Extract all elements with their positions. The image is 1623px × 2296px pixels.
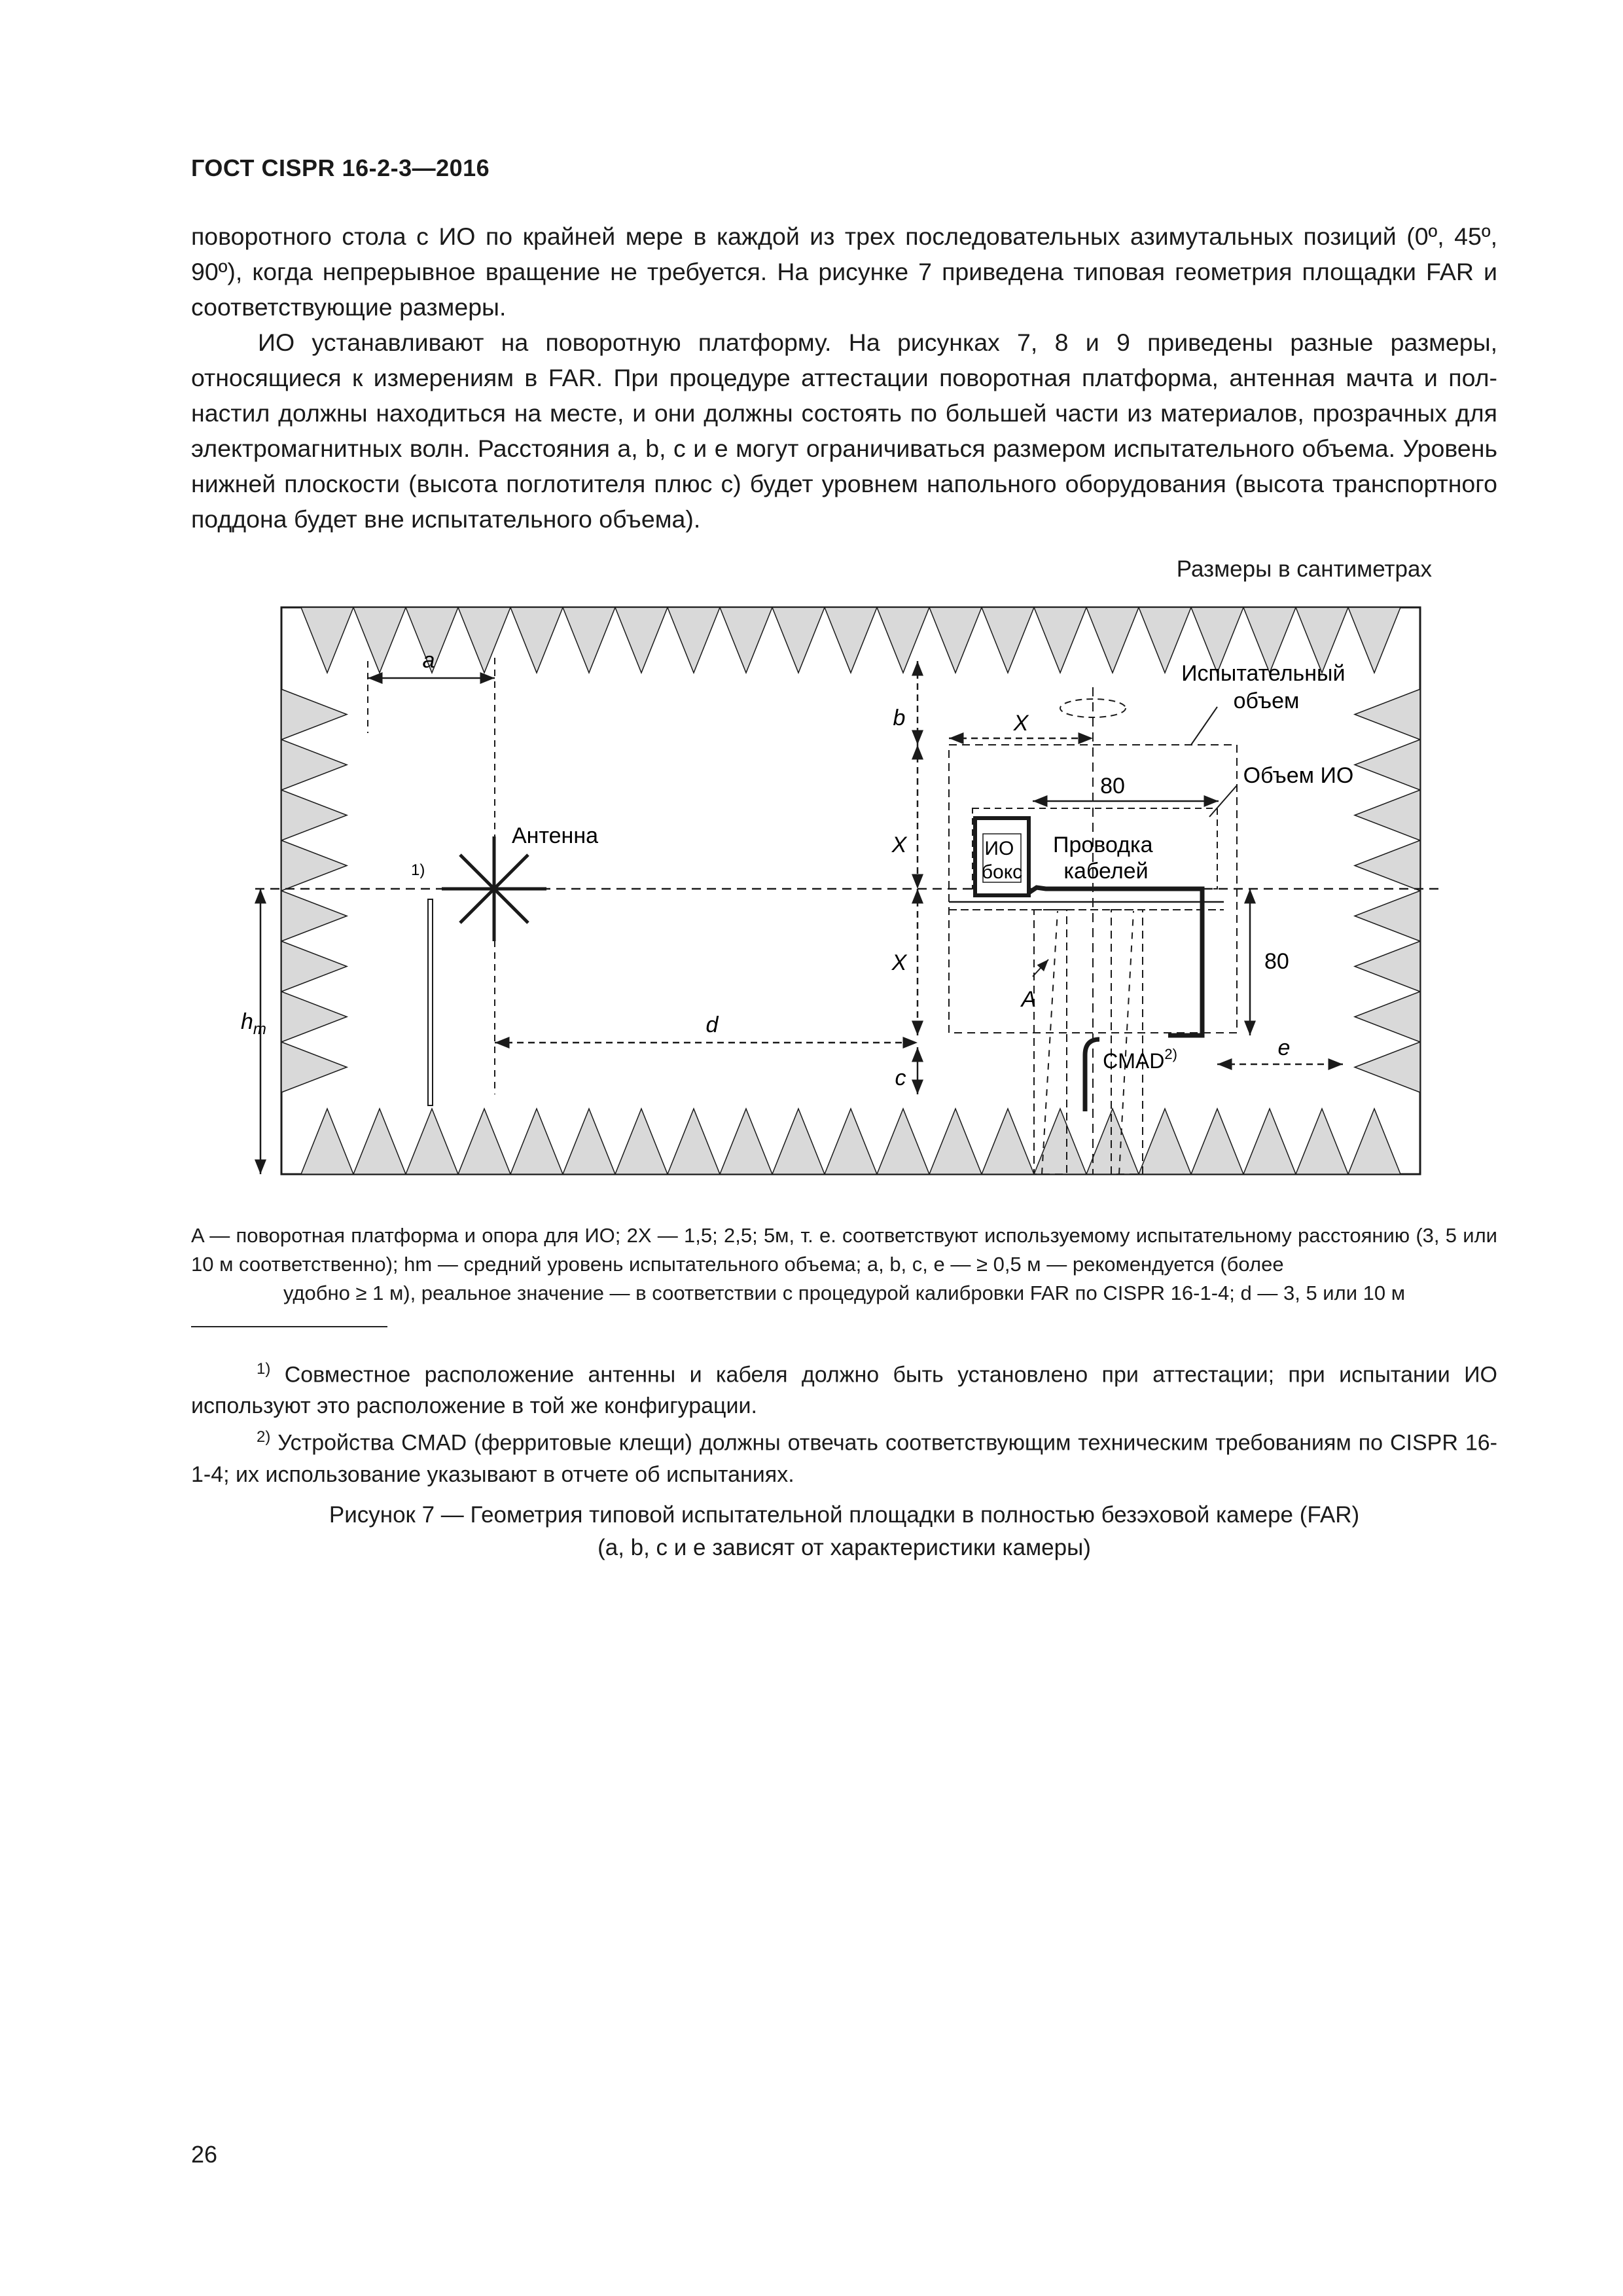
absorber-cone xyxy=(510,1109,563,1174)
footnote-rule xyxy=(191,1326,387,1327)
cabling-label: Проводка кабелей xyxy=(1053,833,1153,884)
absorber-cone xyxy=(668,1109,720,1174)
cmad-label: CMAD$^{2)}$ xyxy=(1103,1046,1177,1073)
label-x-lower: X xyxy=(891,950,907,975)
label-80-right: 80 xyxy=(1264,949,1289,974)
absorber-cone xyxy=(1355,992,1420,1042)
antenna-mast xyxy=(428,899,433,1105)
a-leader xyxy=(1033,960,1048,977)
absorber-cone xyxy=(772,1109,825,1174)
absorber-cone xyxy=(281,790,347,840)
absorber-cone xyxy=(615,1109,668,1174)
label-c: c xyxy=(895,1066,906,1090)
absorber-cone xyxy=(563,607,615,673)
absorber-cone xyxy=(1355,941,1420,992)
absorber-cone xyxy=(1348,1109,1400,1174)
paragraph-1: поворотного стола с ИО по крайней мере в каждой из трех последовательных азимутальных позиций (0º, 45º, 90º), когда непрерывное вращение не требуется. На рисунке 7 приведена типовая геометрия площадки FAR и соответствующие размеры. xyxy=(191,223,1497,321)
footnotes xyxy=(191,1354,1497,1490)
test-volume-leader xyxy=(1191,707,1217,745)
absorber-cone xyxy=(1355,689,1420,740)
absorber-cone xyxy=(1355,1042,1420,1092)
absorber-cone xyxy=(1243,1109,1296,1174)
absorber-cone xyxy=(281,840,347,891)
legend-line-1: A — поворотная платформа и опора для ИО; 2X — 1,5; 2,5; 5м, т. е. соответствуют используемому испытательному расстоянию xyxy=(191,1224,1410,1247)
label-hm: $h_m$ xyxy=(241,1009,266,1038)
units-note: Размеры в сантиметрах xyxy=(1176,556,1432,582)
footnote-2: $^{2)}$ Устройства CMAD (ферритовые клещи) должны отвечать соответствующим техническим требованиям по CISPR 16-1-4; их использование указывают в отчете об испытаниях. xyxy=(191,1428,1497,1487)
absorber-cone xyxy=(929,1109,982,1174)
caption-line-1: Рисунок 7 — Геометрия типовой испытательной площадки в полностью безэховой камере (FAR) xyxy=(329,1502,1360,1528)
antenna-label: Антенна xyxy=(512,823,599,848)
far-geometry-figure xyxy=(241,596,1427,1185)
absorber-cone xyxy=(353,607,406,673)
page-number: 26 xyxy=(191,2141,218,2168)
absorber-cone xyxy=(1086,1109,1139,1174)
figure-legend xyxy=(191,1221,1497,1308)
absorber-cone xyxy=(982,607,1034,673)
absorber-cone xyxy=(281,992,347,1042)
absorber-cone xyxy=(929,607,982,673)
eut-box-label: ИО бокс xyxy=(981,838,1023,883)
absorber-cone xyxy=(982,1109,1034,1174)
footnote-1-marker: 1) xyxy=(411,861,425,879)
label-80-top: 80 xyxy=(1100,774,1125,798)
label-A: A xyxy=(1021,987,1037,1012)
absorber-cone xyxy=(615,607,668,673)
paragraph-2: ИО устанавливают на поворотную платформу. На рисунках 7, 8 и 9 приведены разные размеры, относящиеся к измерениям в FAR. При процедуре аттестации поворотная платформа, антенная мачта и пол-настил должны находиться на месте, и они должны состоять по большей части из материалов, прозрачных для электромагнитных волн. Расстояния a, b, c и e могут ограничиваться размером испытательного объема. Уровень нижней плоскости (высота поглотителя плюс c) будет уровнем напольного оборудования (высота транспортного поддона будет вне испытательного объема). xyxy=(191,329,1497,533)
label-b: b xyxy=(893,706,906,730)
figure-caption xyxy=(191,1499,1497,1564)
absorber-cone xyxy=(1034,607,1086,673)
legend-line-3: удобно ≥ 1 м), реальное значение — в соответствии с процедурой калибровки FAR по CISPR 16-1-4; d — 3, 5 или 10 м xyxy=(283,1282,1406,1304)
absorber-cone xyxy=(825,607,877,673)
absorber-cone xyxy=(1355,840,1420,891)
absorber-cone xyxy=(1355,740,1420,790)
absorber-cone xyxy=(1355,891,1420,941)
label-x-upper: X xyxy=(891,833,907,857)
label-x-top: X xyxy=(1013,711,1029,736)
absorber-cone xyxy=(877,607,929,673)
absorber-cone xyxy=(301,1109,353,1174)
absorber-cone xyxy=(458,607,510,673)
test-volume-label: Испытательный объем xyxy=(1181,661,1346,713)
absorber-cone xyxy=(406,1109,458,1174)
absorber-cone xyxy=(281,1042,347,1092)
absorber-cone xyxy=(1348,607,1400,673)
absorber-cone xyxy=(281,891,347,941)
absorber-cone xyxy=(353,1109,406,1174)
absorber-cone xyxy=(720,607,772,673)
absorber-cone xyxy=(281,689,347,740)
absorber-cone xyxy=(668,607,720,673)
absorber-cone xyxy=(458,1109,510,1174)
absorber-cone xyxy=(825,1109,877,1174)
document-header: ГОСТ CISPR 16-2-3—2016 xyxy=(191,154,490,181)
absorber-cone xyxy=(510,607,563,673)
absorber-cone xyxy=(1191,1109,1243,1174)
absorber-cone xyxy=(1034,1109,1086,1174)
absorber-cone xyxy=(281,740,347,790)
absorber-cone xyxy=(720,1109,772,1174)
absorber-cone xyxy=(563,1109,615,1174)
body-text xyxy=(191,219,1497,537)
absorber-cone xyxy=(1355,790,1420,840)
label-e: e xyxy=(1277,1035,1291,1060)
absorber-cone xyxy=(301,607,353,673)
absorber-cone xyxy=(1086,607,1139,673)
caption-line-2: (a, b, c и e зависят от характеристики камеры) xyxy=(597,1535,1091,1560)
antenna-symbol xyxy=(442,836,546,941)
legend-line-2: (3, 5 или 10 м соответственно); hm — средний уровень испытательного объема; a, b, c, e — ≥ 0,5 м — рекомендуется (более xyxy=(191,1224,1497,1276)
label-a: a xyxy=(422,648,435,673)
absorber-cone xyxy=(1139,1109,1191,1174)
eut-volume-label: Объем ИО xyxy=(1243,763,1354,788)
absorber-cone xyxy=(877,1109,929,1174)
footnote-1: $^{1)}$ Совместное расположение антенны и кабеля должно быть установлено при аттестации; при испытании ИО используют это расположение в той же конфигурации. xyxy=(191,1360,1497,1419)
label-d: d xyxy=(705,1013,719,1037)
absorber-cone xyxy=(281,941,347,992)
absorber-cone xyxy=(772,607,825,673)
absorber-cone xyxy=(1296,1109,1348,1174)
